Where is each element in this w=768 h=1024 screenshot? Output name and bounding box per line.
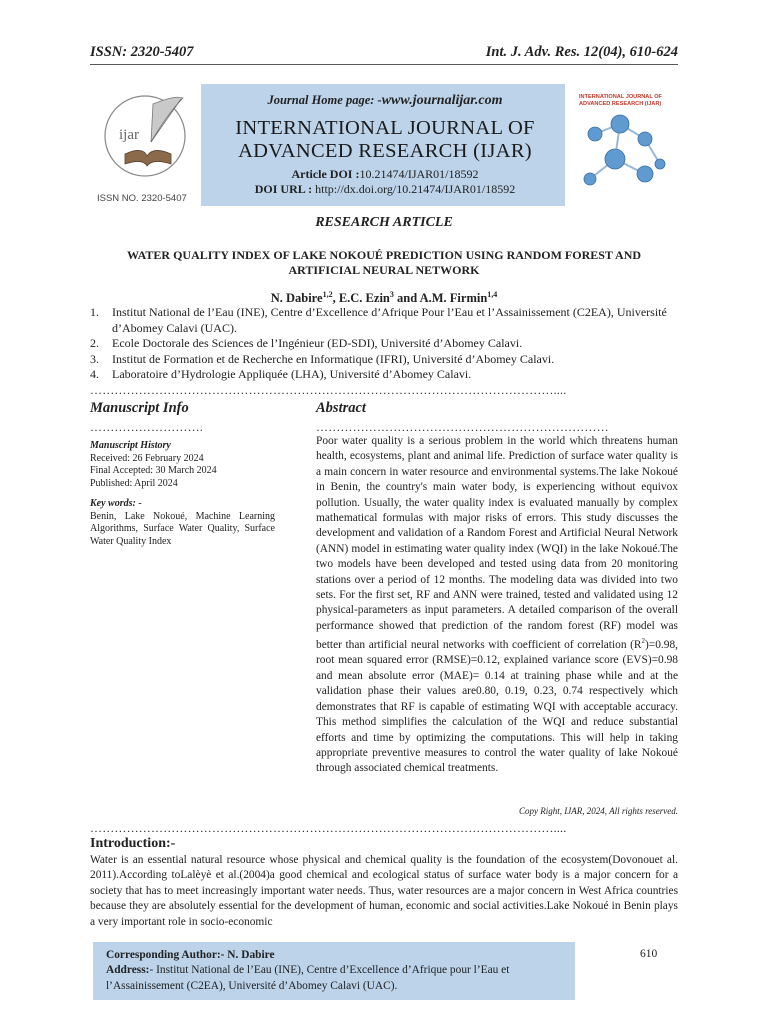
logo-issn-text: ISSN NO. 2320-5407 [97, 193, 187, 204]
separator-dots-top: …………………………………………………………………………………………………….... [90, 383, 567, 397]
address-label: Address: [106, 964, 150, 977]
published-date: Published: April 2024 [90, 477, 178, 489]
logo-ijar-text: ijar [119, 127, 139, 143]
abstract-superscript: 2 [641, 637, 645, 646]
header-rule [90, 64, 678, 65]
journal-title-line2: ADVANCED RESEARCH (IJAR) [238, 140, 532, 162]
author-list [90, 290, 678, 306]
affiliation-item [90, 367, 678, 383]
doi-label: Article DOI : [291, 167, 360, 181]
author-affiliation-sup: 3 [389, 290, 394, 299]
address-text: - Institut National de l’Eau (INE), Centre d’Excellence d’Afrique pour l’Eau et l’Assainissement (C2EA), Université d’Abomey Calavi (UAC). [106, 964, 510, 992]
separator-dots-right: ……………………………………………………………… [316, 420, 609, 434]
accepted-date: Final Accepted: 30 March 2024 [90, 465, 217, 476]
journal-title [200, 117, 570, 163]
affiliation-text: Ecole Doctorale des Sciences de l’Ingénieur (ED-SDI), Université d’Abomey Calavi. [112, 336, 523, 350]
paper-title [110, 248, 658, 278]
received-date: Received: 26 February 2024 [90, 452, 204, 464]
article-type: RESEARCH ARTICLE [315, 215, 453, 230]
keywords-label: Key words: - [90, 498, 142, 509]
corresponding-address [106, 963, 566, 994]
affiliation-text: Institut National de l’Eau (INE), Centre d’Excellence d’Afrique Pour l’Eau et l’Assainissement (C2EA), Université d’Abomey Calavi (UAC). [112, 305, 667, 335]
affiliation-item [90, 305, 678, 336]
cover-title-line2: ADVANCED RESEARCH (IJAR) [579, 101, 662, 107]
introduction-heading: Introduction:- [90, 836, 176, 851]
paper-title-line1: WATER QUALITY INDEX OF LAKE NOKOUÉ PREDICTION USING RANDOM FOREST AND [126, 248, 642, 262]
doi-url-label: DOI URL : [254, 182, 313, 196]
affiliation-number: 4. [90, 367, 99, 381]
separator-dots-bottom: …………………………………………………………………………………………………….... [90, 821, 567, 835]
affiliation-text: Laboratoire d’Hydrologie Appliquée (LHA), Université d’Abomey Calavi. [112, 367, 472, 381]
author-name: A.M. Firmin [419, 291, 488, 306]
separator-dots-left: ………………………. [90, 420, 203, 434]
author-name: E.C. Ezin [338, 291, 390, 306]
affiliation-item [90, 352, 678, 368]
doi-url-link[interactable]: http://dx.doi.org/10.21474/IJAR01/18592 [315, 182, 516, 196]
corresponding-author [106, 948, 566, 994]
abstract-part1: Poor water quality is a serious problem in the world which threatens human health, ecosystems, plant and animal life. Prediction of surface water quality is a main concern in water resource and environmental systems.The lake Nokoué in Benin, the country's main water body, is experiencing without equivox pollution. Usually, the water quality index is evaluated manually by complex mathematical formulas with major risks of errors. This study discusses the development and validation of a Random Forest and Artificial Neural Network (ANN) model in estimating water quality index (WQI) in the lake Nokoué.The two models have been developed and tested using data from 20 monitoring stations over a period of 12 months. The modeling data was divided into two sets. For the first set, RF and ANN were trained, tested and validated using 12 physical-parameters as input parameters. A detailed comparison of the overall performance showed that prediction of the random forest (RF) model was better than artificial neural networks with coefficient of correlation (R [316, 435, 678, 652]
abstract-part2: )=0.98, root mean squared error (RMSE)=0.12, explained variance score (EVS)=0.98 and mean absolute error (MAE)= 0.14 at training phase while and at the validation phase their values are0.80, 0.19, 0.23, 0.74 respectively which demonstrates that RF is capable of estimating WQI with acceptable accuracy. This method simplifies the calculation of the WQI and reduce substantial efforts and time by optimizing the computations. This will help in taking appropriate preventive measures to control the water quality of lake Nokoué through associated chemical treatments. [316, 639, 678, 775]
abstract-heading: Abstract [316, 400, 366, 416]
author-separator: , [332, 291, 339, 306]
author-affiliation-sup: 1,2 [322, 290, 333, 299]
manuscript-info-heading: Manuscript Info [90, 400, 189, 416]
introduction-text: Water is an essential natural resource whose physical and chemical quality is the foundation of the ecosystem(Dovonouet al. 2011).According toLalèyè et al.(2004)a good chemical and ecological status of surface water body is a major concern for a society that has to meet increasingly important water needs. Thus, water resources are a major concern in West Africa countries because they are absolutely essential for the development of human, economic and social activities.Lake Nokoué in Benin plays a very important role in socio-economic [90, 854, 678, 928]
paper-title-line2: ARTIFICIAL NEURAL NETWORK [288, 263, 480, 277]
author-separator: and [393, 291, 420, 306]
abstract-text [316, 434, 678, 777]
journal-url-link[interactable]: www.journalijar.com [381, 93, 503, 108]
affiliation-number: 2. [90, 336, 99, 350]
molecule-cover-icon [565, 84, 675, 206]
doi-block [210, 167, 560, 197]
cover-title-line1: INTERNATIONAL JOURNAL OF [579, 94, 662, 100]
citation-label: Int. J. Adv. Res. 12(04), 610-624 [485, 44, 678, 60]
journal-logo-left [93, 84, 201, 206]
affiliation-list [90, 305, 678, 383]
manuscript-history-label: Manuscript History [90, 440, 171, 451]
copyright-notice: Copy Right, IJAR, 2024, All rights reserved. [519, 806, 678, 816]
affiliation-number: 1. [90, 305, 99, 319]
author-name: N. Dabire [270, 291, 323, 306]
running-header [90, 44, 678, 61]
page-number: 610 [640, 948, 658, 960]
author-affiliation-sup: 1,4 [487, 290, 498, 299]
issn-label: ISSN: 2320-5407 [90, 44, 194, 60]
home-prefix: Journal Home page: - [267, 93, 382, 107]
journal-title-line1: INTERNATIONAL JOURNAL OF [235, 117, 535, 139]
manuscript-info [90, 440, 275, 548]
affiliation-item [90, 336, 678, 352]
journal-logo-right [565, 84, 675, 206]
quill-book-logo-icon [93, 84, 201, 206]
affiliation-text: Institut de Formation et de Recherche en Informatique (IFRI), Université d’Abomey Calavi. [112, 351, 555, 366]
doi-value: 10.21474/IJAR01/18592 [359, 167, 479, 181]
journal-home-page [210, 93, 560, 109]
keywords-text: Benin, Lake Nokoué, Machine Learning Algorithms, Surface Water Quality, Surface Water Quality Index [90, 510, 275, 547]
corresponding-author-title: Corresponding Author:- N. Dabire [106, 949, 275, 961]
affiliation-number: 3. [90, 351, 99, 366]
